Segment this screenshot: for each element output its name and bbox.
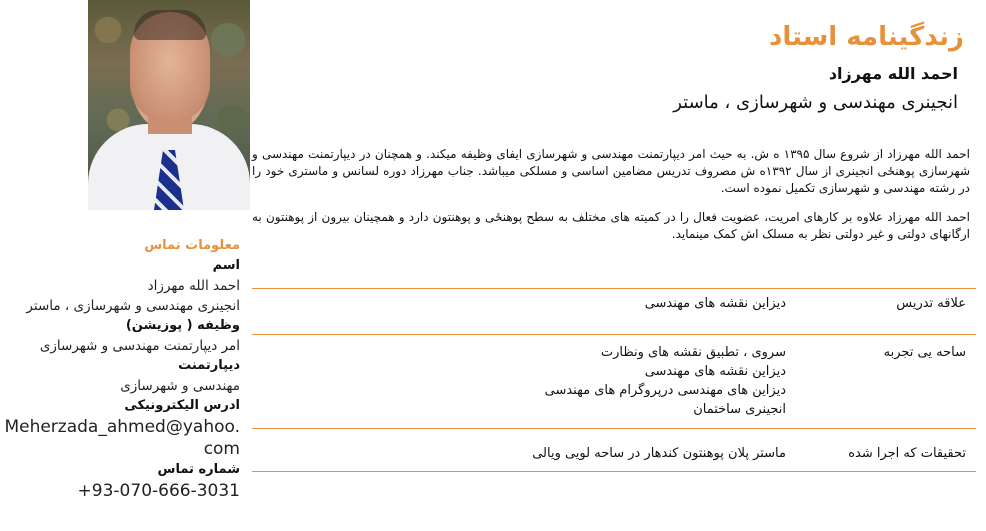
table-row-research [252, 428, 976, 472]
contact-position-label: وظیفه ( پوزیشن) [125, 318, 240, 333]
profile-photo [88, 0, 250, 210]
row-values [426, 444, 786, 463]
contact-phone-value: +93-070-666-3031 [77, 481, 240, 501]
page-title: زندگینامه استاد [769, 22, 964, 52]
row-value: انجینری ساختمان [693, 402, 786, 417]
contact-name-label: اسم [212, 258, 240, 273]
contact-heading: معلومات تماس [144, 238, 240, 253]
row-value: دیزاین نقشه های مهندسی [644, 296, 786, 311]
table-row-teaching-interest [252, 288, 976, 334]
table-row-experience [252, 334, 976, 428]
row-values [426, 294, 786, 313]
contact-department-value: مهندسی و شهرسازی [120, 378, 240, 394]
contact-degree-value: انجینری مهندسی و شهرسازی ، ماستر [26, 298, 240, 314]
row-value: سروی ، تطبیق نقشه های ونظارت [600, 345, 786, 360]
contact-info [0, 236, 240, 502]
row-values [426, 343, 786, 419]
contact-department-label: دیپارتمنت [178, 358, 240, 373]
row-value: دیزاین نقشه های مهندسی [644, 364, 786, 379]
row-label: تحقیقات که اجرا شده [848, 446, 966, 461]
person-degree: انجینری مهندسی و شهرسازی ، ماستر [673, 92, 958, 113]
contact-email-link[interactable]: Meherzada_ahmed@yahoo.com [4, 417, 240, 459]
contact-email-label: ادرس الیکترونیکی [124, 398, 240, 413]
bio-paragraph: احمد الله مهرزاد علاوه بر کارهای امریت، عضویت فعال را در کمیته های مختلف به سطح پوهنځی و پوهنتون دارد و همچینان بیرون از پوهنتون به ارگانهای دولتی و غیر دولتی نظر به مسلک اش کمک مینماید. [252, 210, 970, 241]
photo-hair [134, 10, 206, 40]
person-name: احمد الله مهرزاد [828, 64, 958, 83]
row-value: ماستر پلان پوهنتون کندهار در ساحه لویی ویالی [532, 446, 786, 461]
info-table [252, 288, 976, 472]
bio-paragraph: احمد الله مهرزاد از شروع سال ۱۳۹۵ ه ش. به حیث امر دیپارتمنت مهندسی و شهرسازی ایفای وظیفه میکند. و همچنان در دیپارتمنت مهندسی و شهرسازی پوهنځی انجینری از سال ۱۳۹۲ه ش مصروف تدریس مضامین اساسی و مسلکی میباشد. جناب مهرزاد دوره لسانس و ماستری خود را در رشته مهندسی و شهرسازی تکمیل نموده است. [252, 147, 971, 195]
biography [252, 146, 970, 255]
row-label: علاقه تدریس [896, 296, 966, 311]
row-label: ساحه یی تجربه [883, 345, 966, 360]
row-value: دیزاین های مهندسی درپروگرام های مهندسی [544, 383, 786, 398]
contact-phone-label: شماره تماس [157, 462, 240, 477]
contact-name-value: احمد الله مهرزاد [147, 278, 240, 294]
contact-position-value: امر دیپارتمنت مهندسی و شهرسازی [39, 338, 240, 354]
